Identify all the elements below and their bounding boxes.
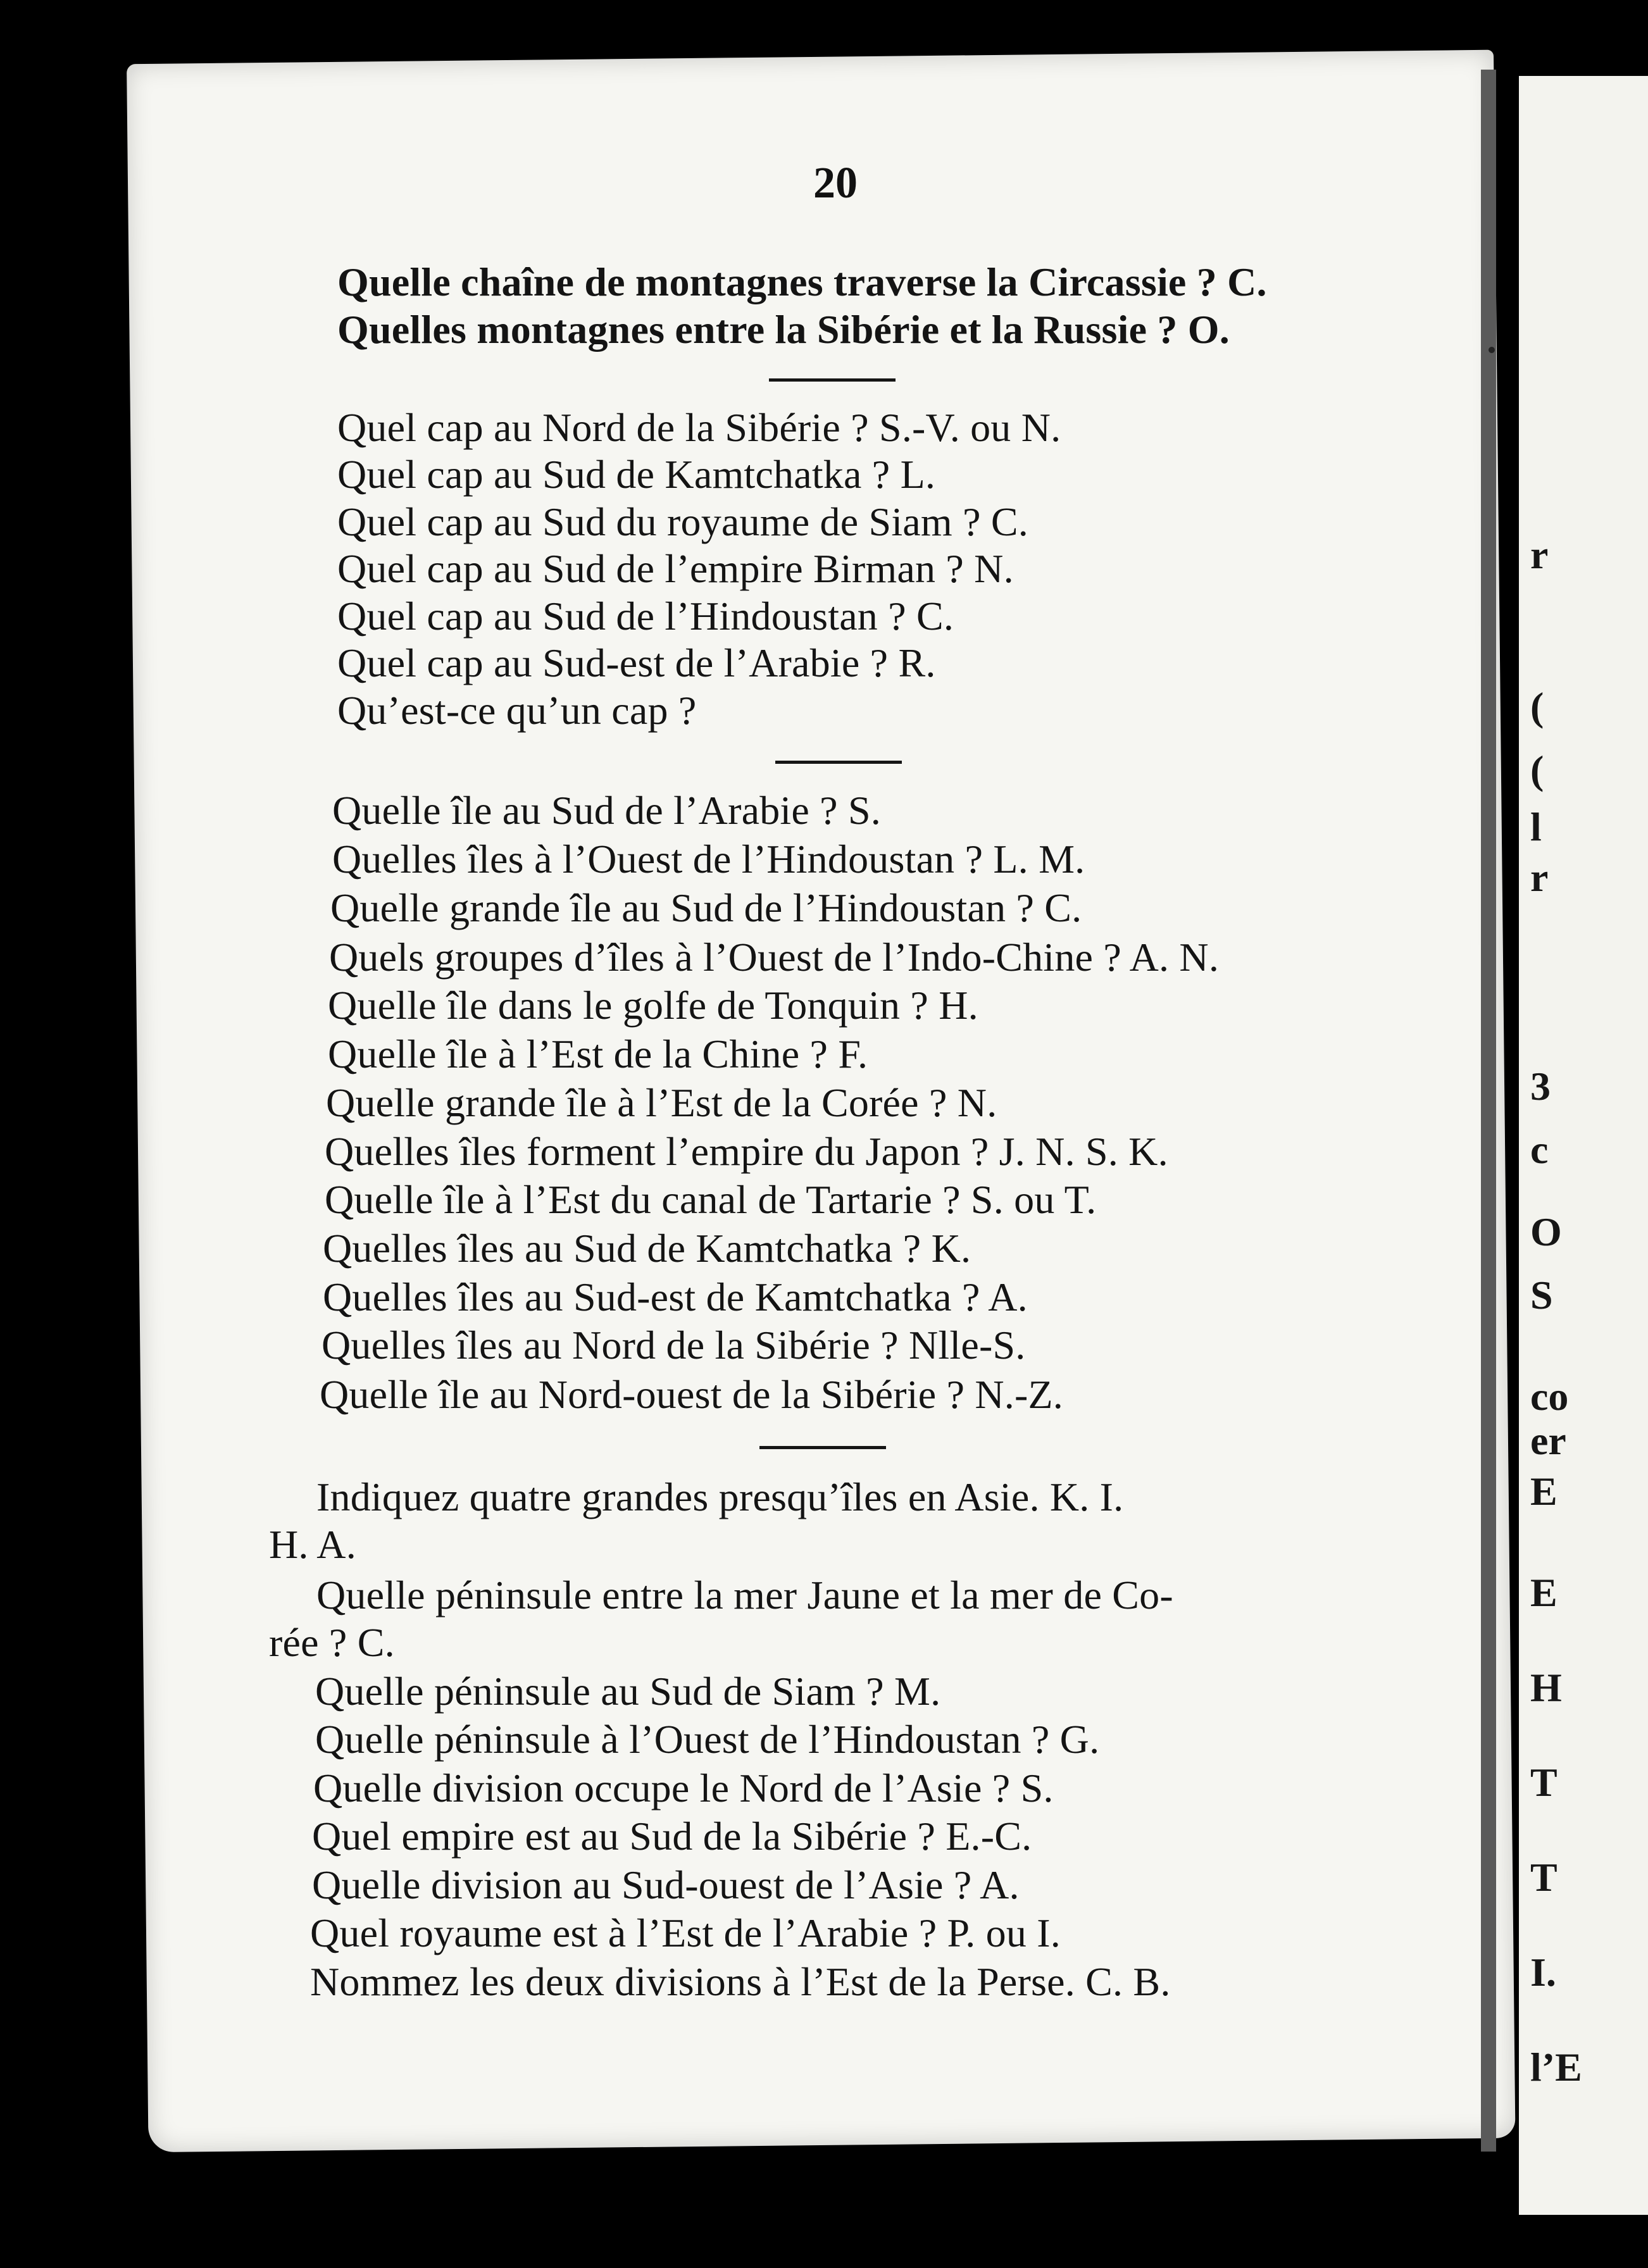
facing-fragment: r	[1530, 855, 1549, 900]
question-line-continuation: H. A.	[269, 1522, 356, 1567]
question-line: Quel empire est au Sud de la Sibérie ? E.-C.	[312, 1814, 1032, 1859]
question-line: Quelle grande île au Sud de l’Hindoustan ? C.	[330, 885, 1082, 930]
question-line: Nommez les deux divisions à l’Est de la Perse. C. B.	[310, 1959, 1171, 2004]
question-line: Quelle péninsule à l’Ouest de l’Hindoustan ? G.	[315, 1717, 1100, 1762]
question-line: Quelle chaîne de montagnes traverse la Circassie ? C.	[337, 259, 1267, 304]
facing-fragment: l	[1530, 804, 1542, 849]
question-line: Quelle île à l’Est du canal de Tartarie ? S. ou T.	[325, 1177, 1097, 1222]
facing-fragment: c	[1530, 1127, 1549, 1172]
facing-fragment: (	[1530, 684, 1544, 729]
facing-fragment: S	[1530, 1273, 1553, 1318]
question-line: Quelle péninsule entre la mer Jaune et la mer de Co-	[316, 1573, 1173, 1617]
facing-fragment: l’E	[1530, 2045, 1582, 2090]
question-line: Quelles îles au Sud-est de Kamtchatka ? A.	[323, 1274, 1028, 1319]
section-divider	[769, 378, 896, 382]
facing-fragment: I.	[1530, 1950, 1556, 1995]
section-divider	[759, 1446, 886, 1449]
question-line: Quel cap au Nord de la Sibérie ? S.-V. ou N.	[337, 405, 1061, 450]
ink-speck	[1489, 347, 1495, 353]
facing-fragment: r	[1530, 532, 1549, 577]
question-line: Indiquez quatre grandes presqu’îles en Asie. K. I.	[316, 1474, 1124, 1519]
question-line: Quelle île au Nord-ouest de la Sibérie ? N.-Z.	[320, 1372, 1064, 1417]
facing-fragment: E	[1530, 1469, 1557, 1514]
question-line: Qu’est-ce qu’un cap ?	[337, 688, 697, 733]
question-line: Quel cap au Sud du royaume de Siam ? C.	[337, 499, 1028, 544]
question-line: Quelles îles au Sud de Kamtchatka ? K.	[323, 1226, 971, 1271]
question-line-continuation: rée ? C.	[269, 1620, 395, 1665]
question-line: Quel cap au Sud de Kamtchatka ? L.	[337, 452, 936, 497]
question-line: Quelles îles au Nord de la Sibérie ? Nlle-S.	[321, 1323, 1026, 1368]
page-number: 20	[813, 159, 858, 208]
question-line: Quelles îles forment l’empire du Japon ? J. N. S. K.	[325, 1129, 1168, 1174]
section-divider	[775, 761, 902, 764]
question-line: Quelle division occupe le Nord de l’Asie ? S.	[313, 1766, 1054, 1810]
question-line: Quelle péninsule au Sud de Siam ? M.	[315, 1669, 941, 1714]
question-line: Quelle île au Sud de l’Arabie ? S.	[332, 788, 881, 833]
question-line: Quel cap au Sud-est de l’Arabie ? R.	[337, 640, 936, 685]
facing-fragment: O	[1530, 1209, 1562, 1254]
question-line: Quelle grande île à l’Est de la Corée ? N.	[326, 1080, 997, 1125]
facing-fragment: T	[1530, 1855, 1557, 1900]
facing-fragment: (	[1530, 747, 1544, 792]
facing-fragment: co	[1530, 1374, 1569, 1419]
question-line: Quelle île dans le golfe de Tonquin ? H.	[328, 983, 978, 1028]
facing-fragment: er	[1530, 1418, 1566, 1463]
question-line: Quelle division au Sud-ouest de l’Asie ? A.	[312, 1862, 1020, 1907]
facing-fragment: 3	[1530, 1064, 1551, 1109]
facing-fragment: E	[1530, 1570, 1557, 1615]
question-line: Quelles îles à l’Ouest de l’Hindoustan ? L. M.	[332, 837, 1085, 882]
facing-fragment: H	[1530, 1665, 1562, 1710]
question-line: Quel cap au Sud de l’empire Birman ? N.	[337, 546, 1014, 591]
question-line: Quel cap au Sud de l’Hindoustan ? C.	[337, 594, 954, 639]
question-line: Quelle île à l’Est de la Chine ? F.	[328, 1031, 868, 1076]
facing-fragment: T	[1530, 1760, 1557, 1805]
question-line: Quelles montagnes entre la Sibérie et la Russie ? O.	[337, 307, 1230, 352]
question-line: Quels groupes d’îles à l’Ouest de l’Indo-Chine ? A. N.	[329, 935, 1220, 980]
question-line: Quel royaume est à l’Est de l’Arabie ? P. ou I.	[310, 1910, 1061, 1955]
